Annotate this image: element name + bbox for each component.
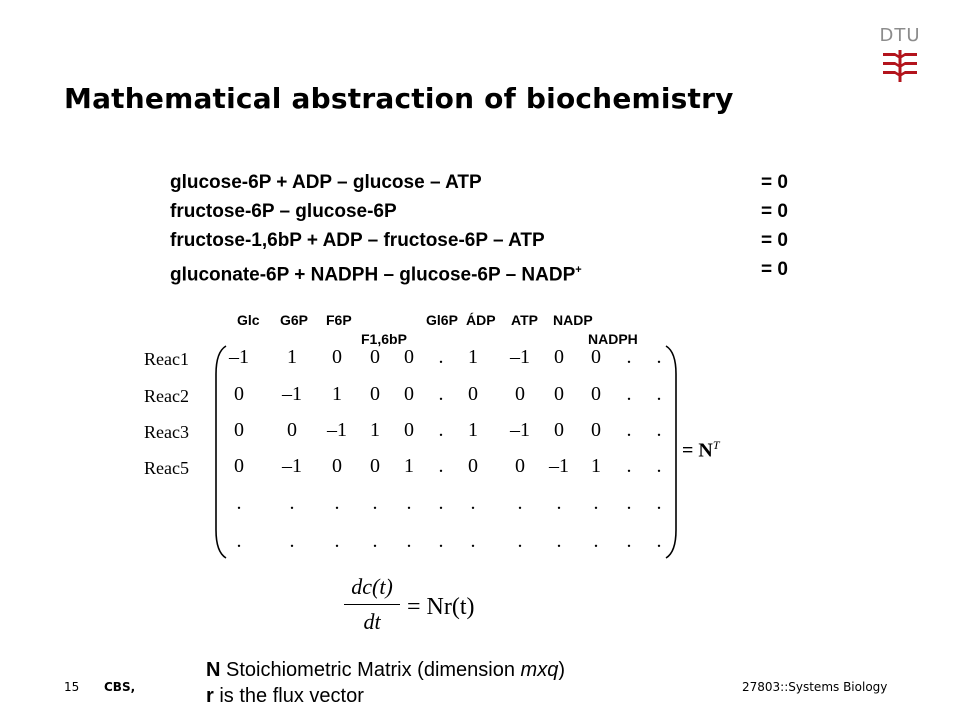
matrix-cell: . [517,530,523,552]
matrix-cell: . [656,346,662,368]
note-italic: mxq [520,659,559,681]
reaction-equations [170,170,795,286]
equation-lhs: fructose-1,6bP + ADP – fructose-6P – ATP [170,230,545,251]
row-label: Reac3 [144,422,189,442]
matrix-cell: –1 [327,419,347,441]
matrix-cell: 0 [332,455,342,477]
equation-lhs-wrap [170,257,582,286]
matrix-cell: 1 [468,419,478,441]
derivative-numerator: dc(t) [351,574,393,599]
matrix-cell: . [406,530,412,552]
matrix-cell: . [334,530,340,552]
matrix-cell: 0 [234,383,244,405]
matrix-cell: 1 [287,346,297,368]
slide-title: Mathematical abstraction of biochemistry [64,82,734,115]
equation-row [170,228,795,257]
matrix-cell: . [593,530,599,552]
matrix-cell: . [438,346,444,368]
matrix-cell: 0 [404,419,414,441]
matrix-cell: . [406,492,412,514]
matrix-cell: 0 [332,346,342,368]
matrix-cell: . [556,492,562,514]
matrix-cell: 0 [370,346,380,368]
equation-lhs: gluconate-6P + NADPH – glucose-6P – NADP [170,264,576,286]
matrix-right-bracket [664,344,678,560]
matrix-cell: 0 [234,455,244,477]
matrix-cell: . [236,530,242,552]
matrix-cell: . [626,455,632,477]
equation-rhs: = 0 [761,230,788,251]
note-symbol: r [206,685,214,707]
matrix-cell: 0 [591,383,601,405]
equation-row [170,199,795,228]
column-header: F6P [326,312,352,328]
row-label: Reac2 [144,386,189,406]
matrix-cell: 0 [468,383,478,405]
matrix-result-label: = N [682,439,713,462]
differential-equation [341,572,541,648]
matrix-cell: 0 [554,419,564,441]
matrix-cell: 0 [554,346,564,368]
matrix-cell: . [656,530,662,552]
matrix-cell: . [438,492,444,514]
page-number: 15 [64,680,80,694]
equation-rhs: = 0 [761,201,788,222]
equation-row [170,170,795,199]
differential-rhs: = Nr(t) [407,594,475,620]
note-text: is the flux vector [213,685,364,707]
equation-row [170,257,795,286]
matrix-cell: 0 [370,455,380,477]
matrix-cell: . [470,492,476,514]
note-line [206,683,565,709]
matrix-cell: . [593,492,599,514]
matrix-cell: . [372,492,378,514]
matrix-cell: . [626,346,632,368]
matrix-cell: 1 [404,455,414,477]
column-header: ÁDP [466,312,496,328]
matrix-cell: –1 [510,346,530,368]
logo-text: DTU [879,25,921,46]
fraction-bar [344,604,400,605]
matrix-cell: . [656,419,662,441]
equation-rhs: = 0 [761,259,788,280]
matrix-cell: 0 [287,419,297,441]
column-header: NADP [553,312,593,328]
matrix-cell: . [438,455,444,477]
matrix-cell: 0 [370,383,380,405]
matrix-cell: –1 [229,346,249,368]
matrix-cell: 0 [234,419,244,441]
stoichiometry-figure [136,302,736,714]
equation-lhs-sup: + [575,264,582,276]
matrix-cell: 0 [468,455,478,477]
matrix-left-bracket [214,344,228,560]
matrix-cell: . [289,492,295,514]
matrix-cell: 0 [554,383,564,405]
note-text: Stoichiometric Matrix (dimension [220,659,521,681]
equation-rhs: = 0 [761,172,788,193]
matrix-cell: . [626,419,632,441]
matrix-cell: . [334,492,340,514]
row-label: Reac1 [144,349,189,369]
row-label: Reac5 [144,458,189,478]
matrix-cell: –1 [549,455,569,477]
footer-right: 27803::Systems Biology [742,680,888,694]
column-header: G6P [280,312,309,328]
matrix-result-sup: T [712,438,720,452]
matrix-cell: . [438,383,444,405]
matrix-column-headers [136,302,736,350]
matrix-cell: 0 [515,455,525,477]
note-symbol: N [206,659,221,681]
matrix-cell: –1 [282,455,302,477]
column-header: F1,6bP [361,331,407,347]
matrix-transpose-label [682,438,720,463]
dtu-logo [878,26,922,86]
matrix-cell: 0 [591,419,601,441]
matrix-cell: . [626,383,632,405]
note-line [206,657,565,683]
matrix-cell: 1 [591,455,601,477]
matrix-cell: . [517,492,523,514]
column-header: Gl6P [426,312,458,328]
matrix-cell: 0 [404,383,414,405]
matrix-cell: 1 [332,383,342,405]
matrix-cell: . [372,530,378,552]
column-header: NADPH [588,331,638,347]
matrix-cell: . [656,383,662,405]
matrix-cell: . [438,530,444,552]
column-header: ATP [511,312,538,328]
matrix-cell: . [556,530,562,552]
matrix-cell: . [656,455,662,477]
matrix-cell: . [626,530,632,552]
matrix-cell: 0 [591,346,601,368]
matrix-cell: –1 [510,419,530,441]
matrix-cell: . [656,492,662,514]
matrix-cell: . [289,530,295,552]
matrix-cell: 1 [468,346,478,368]
matrix-cell: . [470,530,476,552]
derivative-denominator: dt [363,609,381,634]
matrix-notes [206,657,565,709]
dtu-emblem-icon [881,50,919,82]
matrix-cell: . [626,492,632,514]
matrix-cell: –1 [282,383,302,405]
note-tail: ) [558,659,566,681]
matrix-cell: . [438,419,444,441]
equation-lhs: glucose-6P + ADP – glucose – ATP [170,172,482,193]
equation-lhs: fructose-6P – glucose-6P [170,201,397,222]
matrix-cell: 0 [515,383,525,405]
matrix-cell: 0 [404,346,414,368]
matrix-cell: 1 [370,419,380,441]
column-header: Glc [237,312,260,328]
matrix-cell: . [236,492,242,514]
derivative-fraction [341,572,403,637]
footer-left: CBS, [104,680,136,694]
